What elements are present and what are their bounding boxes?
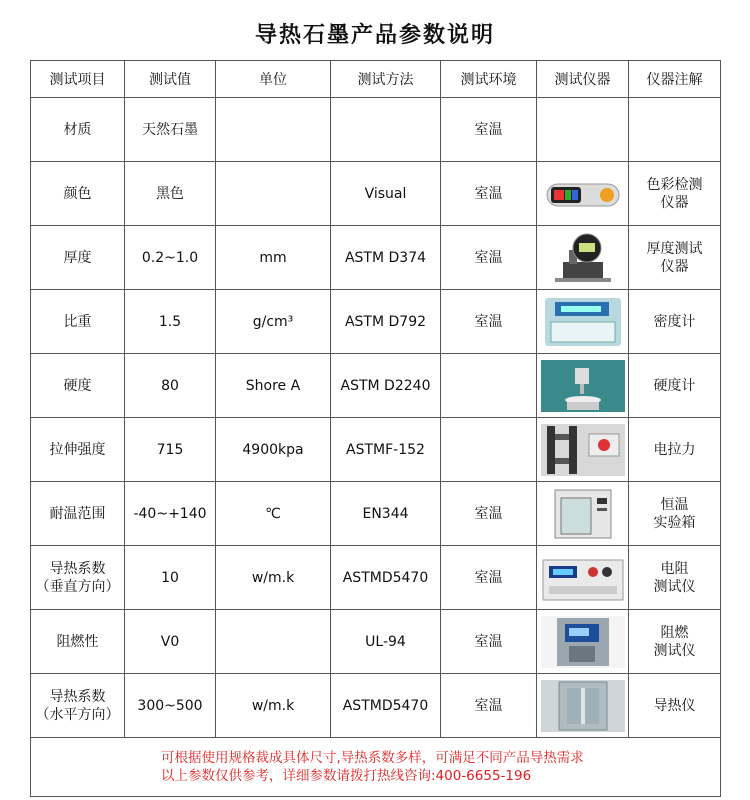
table-row [31, 226, 721, 290]
cell-value: -40~+140 [125, 482, 216, 546]
cell-unit: g/cm³ [216, 290, 331, 354]
cell-method: EN344 [331, 482, 441, 546]
cell-method: ASTM D792 [331, 290, 441, 354]
oven-icon [541, 488, 625, 540]
instrument-cell [537, 482, 629, 546]
cell-note: 硬度计 [629, 354, 721, 418]
cell-item: 比重 [31, 290, 125, 354]
header-cell: 测试环境 [441, 61, 537, 98]
instrument-cell [537, 674, 629, 738]
cell-env: 室温 [441, 162, 537, 226]
instrument-cell [537, 546, 629, 610]
cell-item: 拉伸强度 [31, 418, 125, 482]
cell-env: 室温 [441, 674, 537, 738]
table-row [31, 418, 721, 482]
cell-value: 715 [125, 418, 216, 482]
table-row [31, 354, 721, 418]
cell-env [441, 354, 537, 418]
cell-method: ASTM D374 [331, 226, 441, 290]
header-cell: 测试方法 [331, 61, 441, 98]
footer-note [33, 749, 718, 785]
table-row [31, 290, 721, 354]
cell-item: 厚度 [31, 226, 125, 290]
spec-table [30, 60, 721, 797]
cell-env: 室温 [441, 482, 537, 546]
color-meter-icon [541, 168, 625, 220]
cell-value: 300~500 [125, 674, 216, 738]
cell-note: 密度计 [629, 290, 721, 354]
cell-note: 阻燃 测试仪 [629, 610, 721, 674]
cell-unit [216, 162, 331, 226]
cell-env [441, 418, 537, 482]
cell-unit: w/m.k [216, 546, 331, 610]
header-cell: 测试仪器 [537, 61, 629, 98]
table-header-row [31, 61, 721, 98]
footer-line-1: 可根据使用规格裁成具体尺寸,导热系数多样，可满足不同产品导热需求 [161, 750, 584, 766]
instrument-cell [537, 290, 629, 354]
header-cell: 测试值 [125, 61, 216, 98]
cell-note: 恒温 实验箱 [629, 482, 721, 546]
cell-unit: mm [216, 226, 331, 290]
cell-value: 1.5 [125, 290, 216, 354]
cell-note: 厚度测试 仪器 [629, 226, 721, 290]
table-row [31, 674, 721, 738]
table-row [31, 546, 721, 610]
table-row [31, 98, 721, 162]
cell-note: 色彩检测 仪器 [629, 162, 721, 226]
cell-unit [216, 98, 331, 162]
cell-unit [216, 610, 331, 674]
table-row [31, 610, 721, 674]
instrument-cell [537, 354, 629, 418]
instrument-cell [537, 418, 629, 482]
cell-item: 材质 [31, 98, 125, 162]
footer-line-2: 以上参数仅供参考，详细参数请拨打热线咨询:400-6655-196 [161, 768, 532, 784]
cell-method [331, 98, 441, 162]
cell-unit: w/m.k [216, 674, 331, 738]
resistance-tester-icon [541, 552, 625, 604]
instrument-cell [537, 226, 629, 290]
cell-method: ASTMF-152 [331, 418, 441, 482]
cell-note [629, 98, 721, 162]
table-row [31, 162, 721, 226]
cell-note: 电拉力 [629, 418, 721, 482]
thickness-gauge-icon [541, 232, 625, 284]
cell-method: ASTMD5470 [331, 674, 441, 738]
cell-env: 室温 [441, 610, 537, 674]
header-cell: 单位 [216, 61, 331, 98]
cell-unit: Shore A [216, 354, 331, 418]
cell-value: 80 [125, 354, 216, 418]
density-meter-icon [541, 296, 625, 348]
cell-method: UL-94 [331, 610, 441, 674]
thermal-conductivity-icon [541, 680, 625, 732]
cell-item: 耐温范围 [31, 482, 125, 546]
cell-unit: 4900kpa [216, 418, 331, 482]
cell-value: V0 [125, 610, 216, 674]
instrument-cell [537, 98, 629, 162]
instrument-cell [537, 162, 629, 226]
header-cell: 仪器注解 [629, 61, 721, 98]
cell-value: 天然石墨 [125, 98, 216, 162]
cell-item: 颜色 [31, 162, 125, 226]
cell-method: ASTMD5470 [331, 546, 441, 610]
cell-value: 10 [125, 546, 216, 610]
cell-note: 导热仪 [629, 674, 721, 738]
tensile-tester-icon [541, 424, 625, 476]
cell-method: Visual [331, 162, 441, 226]
cell-value: 0.2~1.0 [125, 226, 216, 290]
flame-tester-icon [541, 616, 625, 668]
cell-item: 硬度 [31, 354, 125, 418]
cell-env: 室温 [441, 98, 537, 162]
cell-env: 室温 [441, 226, 537, 290]
cell-unit: ℃ [216, 482, 331, 546]
instrument-cell [537, 610, 629, 674]
hardness-tester-icon [541, 360, 625, 412]
page-title: 导热石墨产品参数说明 [254, 23, 495, 48]
cell-item: 导热系数 （水平方向） [31, 674, 125, 738]
footer-row [31, 738, 721, 797]
cell-env: 室温 [441, 290, 537, 354]
cell-value: 黑色 [125, 162, 216, 226]
cell-item: 阻燃性 [31, 610, 125, 674]
cell-method: ASTM D2240 [331, 354, 441, 418]
cell-note: 电阻 测试仪 [629, 546, 721, 610]
table-row [31, 482, 721, 546]
header-cell: 测试项目 [31, 61, 125, 98]
cell-item: 导热系数 （垂直方向） [31, 546, 125, 610]
cell-env: 室温 [441, 546, 537, 610]
